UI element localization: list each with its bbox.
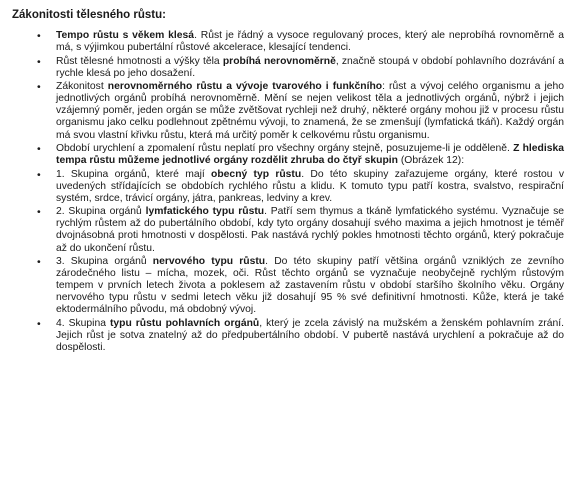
body-text: Růst tělesné hmotnosti a výšky těla: [56, 55, 223, 67]
list-item: [0, 143, 586, 167]
list-item: [0, 318, 586, 354]
list-item: [0, 30, 586, 54]
body-text: : růst a vývoj celého organismu a jeho jednotlivých orgánů probíhá nerovnoměrně. Mění se nejen velikost těla a jednotlivých orgánů, nýbrž i jejich vzájemný poměr, jeden orgán se může zvětšovat rychleji než druhý, některé orgány mohou již v procesu růstu organismu jako celku podlehnout zpětnému vývoji, to znamená, že se zmenšují (lymfatická tkáň). Každý orgán má svou vlastní křivku růstu, která má určitý poměr k celkovému růstu organismu.: [56, 81, 565, 141]
body-text: . Do této skupiny patří většina orgánů vzniklých ze zevního zárodečného listu – mícha, mozek, oči. Růst těchto orgánů se vyznačuje neobyčejně rychlým růstovým tempem v prvních letech života a poklesem až zastavením růstu v období staršího školního věku. Orgány nervového typu růstu v sedmi letech věku již dosahují 95 % své definitivní hmotnosti. Kůže, která je také ektodermálního původu, má obdobný vývoj.: [56, 256, 564, 316]
body-text: . Do této skupiny zařazujeme orgány, které rostou v uvedených střídajících se obdobích rychlého růstu a klidu. K tomuto typu patří kostra, svalstvo, respirační systém, srdce, trávicí orgány, játra, pankreas, ledviny a krev.: [56, 168, 564, 204]
body-text: 1. Skupina orgánů, které mají: [56, 168, 212, 180]
list-item: [0, 256, 586, 316]
body-text: (Obrázek 12):: [397, 155, 465, 167]
emphasis-text: obecný typ růstu: [211, 168, 302, 180]
list-item: [0, 206, 586, 254]
emphasis-text: Tempo růstu s věkem klesá: [56, 30, 195, 41]
emphasis-text: nerovnoměrného růstu a vývoje tvarového i funkčního: [107, 81, 383, 93]
body-text: . Růst je řádný a vysoce regulovaný proces, který ale neprobíhá rovnoměrně a má, s výjimkou pubertální růstové akcelerace, klesající tendenci.: [56, 30, 564, 54]
body-text: 3. Skupina orgánů: [56, 256, 153, 268]
bullet-list: [0, 30, 586, 356]
body-text: . Patří sem thymus a tkáně lymfatického systému. Vyznačuje se rychlým růstem až do pubertálního období, kdy tyto orgány dosahují svého maxima a jejich hmotnost je téměř dvojnásobná proti hmotnosti v dospělosti. Pak nastává rychlý pokles hmotnosti těchto orgánů, který pokračuje až do ukončení růstu.: [56, 206, 565, 254]
emphasis-text: Z hlediska tempa růstu můžeme jednotlivé orgány rozdělit zhruba do čtyř skupin: [56, 143, 564, 167]
emphasis-text: typu růstu pohlavních orgánů: [109, 317, 260, 329]
body-text: , značně stoupá v období pohlavního dozrávání a rychle klesá po jeho dosažení.: [56, 55, 564, 79]
emphasis-text: nervového typu růstu: [152, 256, 266, 268]
body-text: 2. Skupina orgánů: [56, 206, 146, 218]
emphasis-text: lymfatického typu růstu: [145, 206, 265, 218]
list-item: [0, 169, 586, 205]
body-text: , který je zcela závislý na mužském a ženském pohlavním zrání. Jejich růst je sotva znatelný až do předpubertálního období. V pubertě nastává urychlení a pokračuje až do dospělosti.: [56, 317, 564, 354]
list-item: [0, 56, 586, 80]
body-text: 4. Skupina: [56, 317, 110, 329]
body-text: Zákonitost: [56, 81, 108, 93]
page-title: Zákonitosti tělesného růstu:: [12, 9, 166, 21]
emphasis-text: probíhá nerovnoměrně: [222, 55, 336, 67]
body-text: Období urychlení a zpomalení růstu neplatí pro všechny orgány stejně, posuzujeme-li je odděleně.: [56, 143, 514, 155]
list-item: [0, 81, 586, 141]
